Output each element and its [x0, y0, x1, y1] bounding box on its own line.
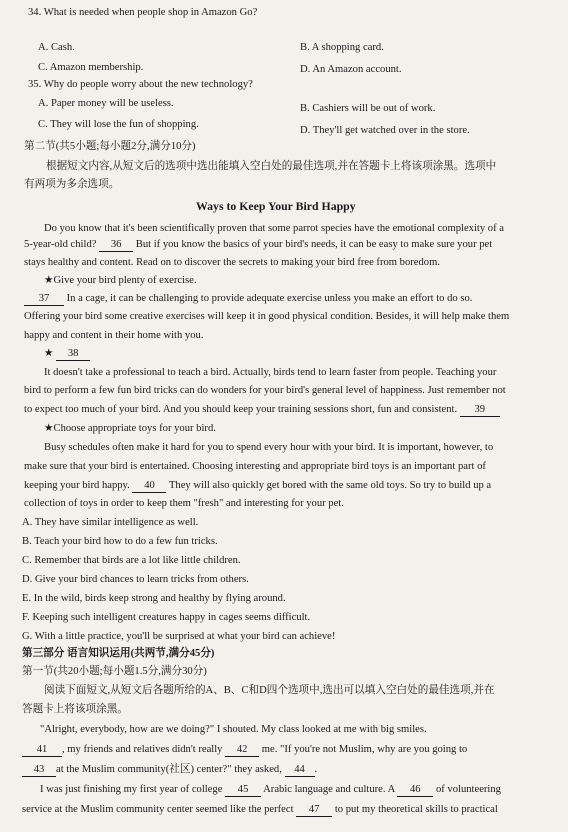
cloze-text-g: service at the Muslim community center seemed like the perfect — [22, 804, 294, 815]
option-d: D. Give your bird chances to learn tricks from others. — [22, 574, 249, 585]
part3-instruction-1: 阅读下面短文,从短文后各题所给的A、B、C和D四个选项中,选出可以填入空白处的最佳选项,并在 — [44, 685, 495, 696]
p2-line2: Offering your bird some creative exercises will keep it in good physical condition. Besides, it will help make them — [24, 311, 510, 322]
section2-instruction-2: 有两项为多余选项。 — [24, 179, 120, 190]
q34-option-d: D. An Amazon account. — [300, 64, 402, 75]
heading-toys: ★Choose appropriate toys for your bird. — [44, 423, 216, 434]
p4-line2: make sure that your bird is entertained. Choosing interesting and appropriate bird toys is an important part of — [24, 461, 486, 472]
blank-45[interactable]: 45 — [225, 784, 261, 797]
blank-40[interactable]: 40 — [132, 480, 166, 493]
section2-instruction-1: 根据短文内容,从短文后的选项中选出能填入空白处的最佳选项,并在答题卡上将该项涂黑。选项中 — [46, 161, 497, 172]
option-a: A. They have similar intelligence as well. — [22, 517, 199, 528]
option-g: G. With a little practice, you'll be surprised at what your bird can achieve! — [22, 631, 336, 642]
part3-instruction-2: 答题卡上将该项涂黑。 — [22, 704, 128, 715]
q34-option-b: B. A shopping card. — [300, 42, 384, 53]
cloze-text-b: me. "If you're not Muslim, why are you going to — [261, 744, 468, 755]
blank-43[interactable]: 43 — [22, 764, 56, 777]
cloze-line2 — [22, 743, 467, 757]
p1-line2 — [24, 238, 492, 252]
blank-47[interactable]: 47 — [296, 804, 332, 817]
p4-line4: collection of toys in order to keep them "fresh" and interesting for your pet. — [24, 498, 344, 509]
q35-option-a: A. Paper money will be useless. — [38, 98, 174, 109]
p4-text-a: keeping your bird happy. — [24, 480, 130, 491]
blank-41[interactable]: 41 — [22, 744, 62, 757]
q35-option-c: C. They will lose the fun of shopping. — [38, 119, 199, 130]
p2-text: In a cage, it can be challenging to provide adequate exercise unless you make an effort to do so. — [66, 293, 473, 304]
cloze-text-a: , my friends and relatives didn't really — [62, 744, 223, 755]
blank-46[interactable]: 46 — [397, 784, 433, 797]
p3-line2: bird to perform a few fun bird tricks can do wonders for your bird's general level of happiness. Just remember not — [24, 385, 506, 396]
blank-37[interactable]: 37 — [24, 293, 64, 306]
q35-option-d: D. They'll get watched over in the store. — [300, 125, 470, 136]
p4-text-b: They will also quickly get bored with the same old toys. So try to build up a — [168, 480, 492, 491]
q34-option-c: C. Amazon membership. — [38, 62, 144, 73]
cloze-text-h: to put my theoretical skills to practical — [334, 804, 498, 815]
q35-stem: 35. Why do people worry about the new technology? — [28, 79, 253, 90]
q34-option-a: A. Cash. — [38, 42, 75, 53]
p2-line3: happy and content in their home with you. — [24, 330, 204, 341]
cloze-text-e: Arabic language and culture. A — [263, 784, 395, 795]
heading-exercise: ★Give your bird plenty of exercise. — [44, 275, 197, 286]
cloze-line5 — [22, 803, 498, 817]
blank-36[interactable]: 36 — [99, 239, 133, 252]
passage-title: Ways to Keep Your Bird Happy — [196, 199, 356, 213]
cloze-period: . — [314, 764, 318, 775]
q34-stem: 34. What is needed when people shop in Amazon Go? — [28, 7, 258, 18]
option-b: B. Teach your bird how to do a few fun tricks. — [22, 536, 218, 547]
blank-44[interactable]: 44 — [285, 764, 315, 777]
cloze-text-f: of volunteering — [435, 784, 501, 795]
p4-line1: Busy schedules often make it hard for you to spend every hour with your bird. It is important, however, to — [44, 442, 494, 453]
q35-option-b: B. Cashiers will be out of work. — [300, 103, 436, 114]
blank-42[interactable]: 42 — [225, 744, 259, 757]
p1-line3: stays healthy and content. Read on to discover the secrets to making your bird free from boredom. — [24, 257, 440, 268]
p3-line3 — [24, 403, 500, 417]
option-c: C. Remember that birds are a lot like little children. — [22, 555, 241, 566]
blank-38[interactable]: 38 — [56, 348, 90, 361]
part3-section1: 第一节(共20小题;每小题1.5分,满分30分) — [22, 666, 207, 677]
section2-header: 第二节(共5小题;每小题2分,满分10分) — [24, 141, 196, 152]
cloze-text-c: at the Muslim community(社区) center?" they asked, — [56, 764, 282, 775]
p1-text-a: 5-year-old child? — [24, 239, 97, 250]
heading-38 — [44, 347, 90, 361]
star-icon: ★ — [44, 348, 54, 359]
p3-line1: It doesn't take a professional to teach a bird. Actually, birds tend to learn faster from people. Teaching your — [44, 367, 497, 378]
option-f: F. Keeping such intelligent creatures happy in cages seems difficult. — [22, 612, 311, 623]
p1-text-b: But if you know the basics of your bird's needs, it can be easy to make sure your pet — [135, 239, 493, 250]
blank-39[interactable]: 39 — [460, 404, 500, 417]
cloze-text-d: I was just finishing my first year of college — [40, 784, 223, 795]
p3-text: to expect too much of your bird. And you should keep your training sessions short, fun and consistent. — [24, 404, 458, 415]
cloze-line4 — [40, 783, 501, 797]
cloze-line3 — [22, 763, 317, 777]
p1-line1: Do you know that it's been scientifically proven that some parrot species have the emotional complexity of a — [44, 223, 504, 234]
option-e: E. In the wild, birds keep strong and healthy by flying around. — [22, 593, 286, 604]
cloze-line1: "Alright, everybody, how are we doing?" I shouted. My class looked at me with big smiles. — [40, 724, 427, 735]
p2-line1 — [24, 292, 472, 306]
part3-header: 第三部分 语言知识运用(共两节,满分45分) — [22, 648, 215, 659]
p4-line3 — [24, 479, 491, 493]
